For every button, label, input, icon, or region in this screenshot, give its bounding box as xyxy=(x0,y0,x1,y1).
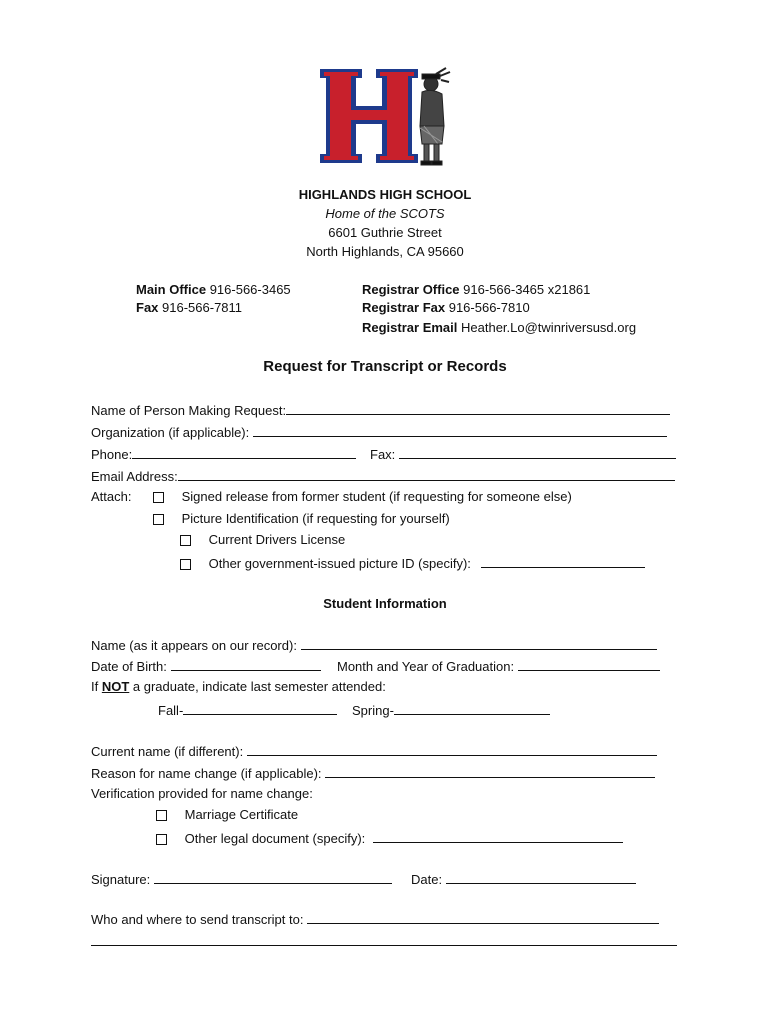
picture-id-checkbox[interactable] xyxy=(153,514,164,525)
other-id-option xyxy=(180,554,645,571)
registrar-email-label: Registrar Email xyxy=(362,320,458,335)
drivers-license-label: Current Drivers License xyxy=(208,532,346,547)
phone-row xyxy=(91,445,356,462)
marriage-checkbox[interactable] xyxy=(156,810,167,821)
not-grad-prefix: If xyxy=(91,679,102,694)
student-info-heading: Student Information xyxy=(323,596,447,611)
registrar-email-value[interactable]: Heather.Lo@twinriversusd.org xyxy=(461,320,637,335)
dob-field[interactable] xyxy=(171,657,321,671)
not-grad-emphasis: NOT xyxy=(101,679,130,694)
fax-value: 916-566-7811 xyxy=(162,300,243,315)
fall-field[interactable] xyxy=(183,701,337,715)
other-legal-checkbox[interactable] xyxy=(156,834,167,845)
fall-label: Fall- xyxy=(158,703,184,718)
spring-row xyxy=(352,701,550,718)
fax-row xyxy=(370,445,676,462)
reason-field[interactable] xyxy=(325,764,655,778)
current-name-field[interactable] xyxy=(247,742,657,756)
marriage-option xyxy=(156,807,298,822)
registrar-fax-line xyxy=(362,300,530,315)
other-legal-field[interactable] xyxy=(373,829,623,843)
date-label: Date: xyxy=(411,872,443,887)
reason-label: Reason for name change (if applicable): xyxy=(91,766,322,781)
h-letter-logo xyxy=(320,69,418,163)
date-field[interactable] xyxy=(446,870,636,884)
spring-label: Spring- xyxy=(352,703,394,718)
other-legal-label: Other legal document (specify): xyxy=(184,831,366,846)
bagpiper-figure xyxy=(420,68,450,165)
requester-name-label: Name of Person Making Request: xyxy=(91,403,287,418)
signature-row xyxy=(91,870,392,887)
school-name: HIGHLANDS HIGH SCHOOL xyxy=(298,187,472,202)
fall-row xyxy=(158,701,337,718)
phone-label: Phone: xyxy=(91,447,133,462)
registrar-fax-label: Registrar Fax xyxy=(362,300,446,315)
other-legal-option xyxy=(156,829,623,846)
current-name-label: Current name (if different): xyxy=(91,744,244,759)
signed-release-label: Signed release from former student (if requesting for someone else) xyxy=(181,489,572,504)
signed-release-checkbox[interactable] xyxy=(153,492,164,503)
fax-label: Fax xyxy=(136,300,159,315)
main-office-line xyxy=(136,282,291,297)
date-row xyxy=(411,870,636,887)
signature-field[interactable] xyxy=(154,870,392,884)
registrar-office-value: 916-566-3465 x21861 xyxy=(463,282,591,297)
other-id-label: Other government-issued picture ID (specify): xyxy=(208,556,471,571)
send-label: Who and where to send transcript to: xyxy=(91,912,304,927)
email-row xyxy=(91,467,675,484)
fax-field-label: Fax: xyxy=(370,447,396,462)
email-label: Email Address: xyxy=(91,469,178,484)
school-motto: Home of the SCOTS xyxy=(325,206,445,221)
picture-id-option xyxy=(153,511,450,526)
current-name-row xyxy=(91,742,657,759)
other-id-checkbox[interactable] xyxy=(180,559,191,570)
form-title: Request for Transcript or Records xyxy=(263,358,507,375)
email-field[interactable] xyxy=(178,467,675,481)
drivers-license-checkbox[interactable] xyxy=(180,535,191,546)
organization-label: Organization (if applicable): xyxy=(91,425,250,440)
not-grad-row xyxy=(91,679,386,694)
phone-field[interactable] xyxy=(132,445,356,459)
verification-label: Verification provided for name change: xyxy=(91,786,313,801)
organization-field[interactable] xyxy=(253,423,667,437)
school-city: North Highlands, CA 95660 xyxy=(306,244,464,259)
student-name-field[interactable] xyxy=(301,636,657,650)
organization-row xyxy=(91,423,667,440)
dob-row xyxy=(91,657,321,674)
student-name-label: Name (as it appears on our record): xyxy=(91,638,297,653)
picture-id-label: Picture Identification (if requesting for yourself) xyxy=(181,511,450,526)
signature-label: Signature: xyxy=(91,872,151,887)
fax-field[interactable] xyxy=(399,445,676,459)
registrar-email-line xyxy=(362,320,636,335)
drivers-license-option xyxy=(180,532,345,547)
send-field-line-2[interactable] xyxy=(91,932,677,946)
other-id-field[interactable] xyxy=(481,554,645,568)
marriage-label: Marriage Certificate xyxy=(184,807,299,822)
attach-label: Attach: xyxy=(91,489,132,504)
send-field[interactable] xyxy=(307,910,659,924)
reason-row xyxy=(91,764,655,781)
grad-label: Month and Year of Graduation: xyxy=(337,659,515,674)
school-street: 6601 Guthrie Street xyxy=(328,225,442,240)
registrar-fax-value: 916-566-7810 xyxy=(448,300,530,315)
send-row xyxy=(91,910,659,927)
signed-release-option xyxy=(153,489,572,504)
grad-row xyxy=(337,657,660,674)
requester-name-field[interactable] xyxy=(286,401,670,415)
dob-label: Date of Birth: xyxy=(91,659,167,674)
registrar-office-label: Registrar Office xyxy=(362,282,460,297)
requester-name-row xyxy=(91,401,670,418)
school-logo xyxy=(318,66,452,170)
grad-field[interactable] xyxy=(518,657,660,671)
student-name-row xyxy=(91,636,657,653)
fax-line xyxy=(136,300,242,315)
not-grad-suffix: a graduate, indicate last semester attended: xyxy=(129,679,386,694)
main-office-value: 916-566-3465 xyxy=(209,282,291,297)
spring-field[interactable] xyxy=(394,701,550,715)
main-office-label: Main Office xyxy=(136,282,207,297)
registrar-office-line xyxy=(362,282,590,297)
